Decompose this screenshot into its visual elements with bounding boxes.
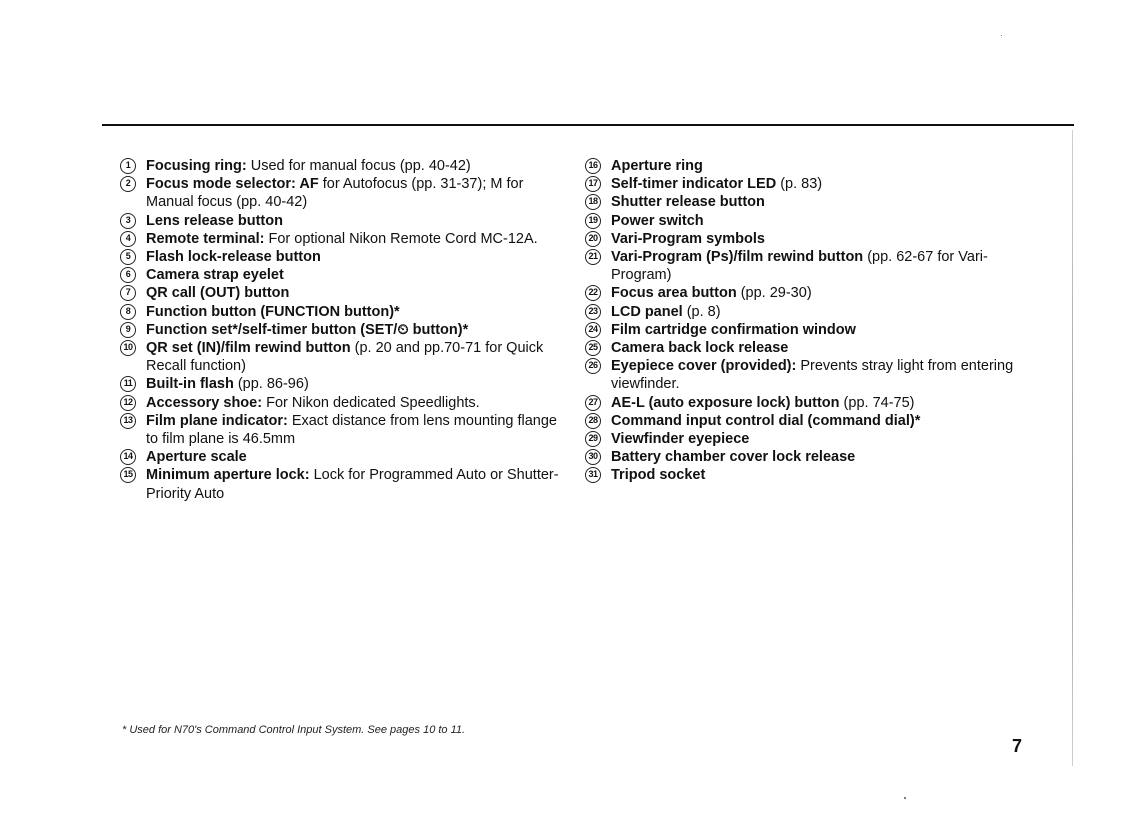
- item-desc: (pp. 74-75): [839, 394, 915, 411]
- item-title: Built-in flash: [146, 376, 234, 393]
- list-item: [585, 394, 1025, 412]
- list-item: [585, 412, 1025, 430]
- item-number: 10: [120, 340, 136, 356]
- item-title: Function set*/self-timer button (SET/⏲ button)*: [146, 321, 469, 338]
- item-number: 11: [120, 376, 136, 392]
- item-title: QR set (IN)/film rewind button: [146, 340, 351, 357]
- item-title: Aperture ring: [611, 158, 703, 174]
- list-item: [585, 466, 1025, 484]
- item-title: Self-timer indicator LED: [611, 176, 777, 193]
- item-title: LCD panel: [611, 303, 683, 320]
- item-title: Vari-Program symbols: [611, 230, 765, 247]
- item-title: Film cartridge confirmation window: [611, 321, 856, 338]
- item-number: 30: [585, 449, 601, 465]
- item-title: Flash lock-release button: [146, 249, 321, 266]
- item-number: 4: [120, 231, 136, 247]
- item-number: 24: [585, 322, 601, 338]
- item-number: 20: [585, 231, 601, 247]
- item-number: 26: [585, 358, 601, 374]
- item-title: Film plane indicator:: [146, 412, 288, 429]
- item-title: Minimum aperture lock:: [146, 467, 310, 484]
- item-title: Power switch: [611, 212, 704, 229]
- page-number: 7: [1012, 736, 1023, 756]
- item-number: 9: [120, 322, 136, 338]
- item-title: Accessory shoe:: [146, 394, 263, 411]
- item-number: 1: [120, 158, 136, 174]
- footnote: * Used for N70's Command Control Input System. See pages 10 to 11.: [122, 724, 466, 736]
- item-desc: Used for manual focus (pp. 40-42): [246, 158, 471, 174]
- item-title: Focus mode selector: AF: [146, 176, 319, 193]
- item-title: AE-L (auto exposure lock) button: [611, 394, 840, 411]
- item-desc: (pp. 62-67 for Vari-Program): [611, 249, 988, 284]
- item-title: Camera back lock release: [611, 340, 789, 357]
- item-number: 28: [585, 413, 601, 429]
- item-number: 3: [120, 213, 136, 229]
- item-number: 14: [120, 449, 136, 465]
- item-number: 16: [585, 158, 601, 174]
- item-title: Shutter release button: [611, 194, 765, 211]
- item-desc: (p. 8): [682, 303, 721, 320]
- item-number: 25: [585, 340, 601, 356]
- item-title: Lens release button: [146, 212, 283, 229]
- list-item: [585, 339, 1025, 357]
- item-title: Aperture scale: [146, 449, 247, 466]
- list-item: [585, 212, 1025, 230]
- list-item: [120, 394, 565, 412]
- item-desc: Prevents stray light from entering viewfinder.: [611, 358, 1014, 393]
- parts-list-right: [585, 157, 1025, 485]
- item-number: 8: [120, 304, 136, 320]
- item-title: Battery chamber cover lock release: [611, 449, 856, 466]
- list-item: [585, 430, 1025, 448]
- item-title: Focus area button: [611, 285, 737, 302]
- item-number: 2: [120, 176, 136, 192]
- item-title: QR call (OUT) button: [146, 285, 290, 302]
- item-number: 15: [120, 467, 136, 483]
- list-item: [120, 321, 565, 339]
- item-number: 29: [585, 431, 601, 447]
- list-item: [120, 303, 565, 321]
- item-title: Function button (FUNCTION button)*: [146, 303, 400, 320]
- item-title: Camera strap eyelet: [146, 267, 284, 284]
- item-desc: For Nikon dedicated Speedlights.: [262, 394, 480, 411]
- list-item: [585, 248, 1025, 284]
- scan-speck: [1001, 35, 1002, 36]
- item-number: 31: [585, 467, 601, 483]
- item-title: Viewfinder eyepiece: [611, 431, 750, 448]
- list-item: [120, 466, 565, 502]
- list-item: [120, 230, 565, 248]
- parts-list-left: [120, 157, 565, 503]
- list-item: [120, 375, 565, 393]
- list-item: [120, 175, 565, 211]
- list-item: [585, 230, 1025, 248]
- scan-speck: [904, 797, 906, 799]
- item-desc: (pp. 29-30): [736, 285, 812, 302]
- item-number: 18: [585, 194, 601, 210]
- list-item: [585, 448, 1025, 466]
- list-item: [585, 303, 1025, 321]
- item-number: 21: [585, 249, 601, 265]
- item-number: 5: [120, 249, 136, 265]
- list-item: [120, 448, 565, 466]
- item-desc: For optional Nikon Remote Cord MC-12A.: [264, 230, 538, 247]
- item-number: 22: [585, 285, 601, 301]
- list-item: [585, 284, 1025, 302]
- list-item: [585, 321, 1025, 339]
- item-desc: Exact distance from lens mounting flange to film plane is 46.5mm: [146, 412, 557, 448]
- item-number: 6: [120, 267, 136, 283]
- top-rule: [102, 124, 1074, 126]
- list-item: [120, 412, 565, 448]
- list-item: [585, 157, 1025, 175]
- item-number: 12: [120, 395, 136, 411]
- item-title: Eyepiece cover (provided):: [611, 358, 797, 375]
- list-item: [120, 157, 565, 175]
- item-number: 7: [120, 285, 136, 301]
- list-item: [120, 212, 565, 230]
- list-item: [120, 248, 565, 266]
- item-title: Remote terminal:: [146, 230, 265, 247]
- item-title: Tripod socket: [611, 467, 706, 484]
- list-item: [120, 339, 565, 375]
- list-item: [585, 357, 1025, 393]
- item-desc: Lock for Programmed Auto or Shutter-Priority Auto: [146, 467, 559, 502]
- item-number: 13: [120, 413, 136, 429]
- page-edge: [1072, 130, 1073, 766]
- list-item: [120, 284, 565, 302]
- list-item: [585, 175, 1025, 193]
- item-title: Focusing ring:: [146, 158, 247, 174]
- item-desc: (pp. 86-96): [233, 376, 309, 393]
- item-title: Vari-Program (Ps)/film rewind button: [611, 249, 864, 266]
- item-number: 19: [585, 213, 601, 229]
- list-item: [120, 266, 565, 284]
- item-desc: for Autofocus (pp. 31-37); M for Manual focus (pp. 40-42): [146, 176, 524, 211]
- item-title: Command input control dial (command dial)*: [611, 412, 921, 429]
- item-number: 27: [585, 395, 601, 411]
- item-number: 23: [585, 304, 601, 320]
- item-desc: (p. 20 and pp.70-71 for Quick Recall function): [146, 340, 544, 375]
- list-item: [585, 193, 1025, 211]
- item-desc: (p. 83): [776, 176, 823, 193]
- item-number: 17: [585, 176, 601, 192]
